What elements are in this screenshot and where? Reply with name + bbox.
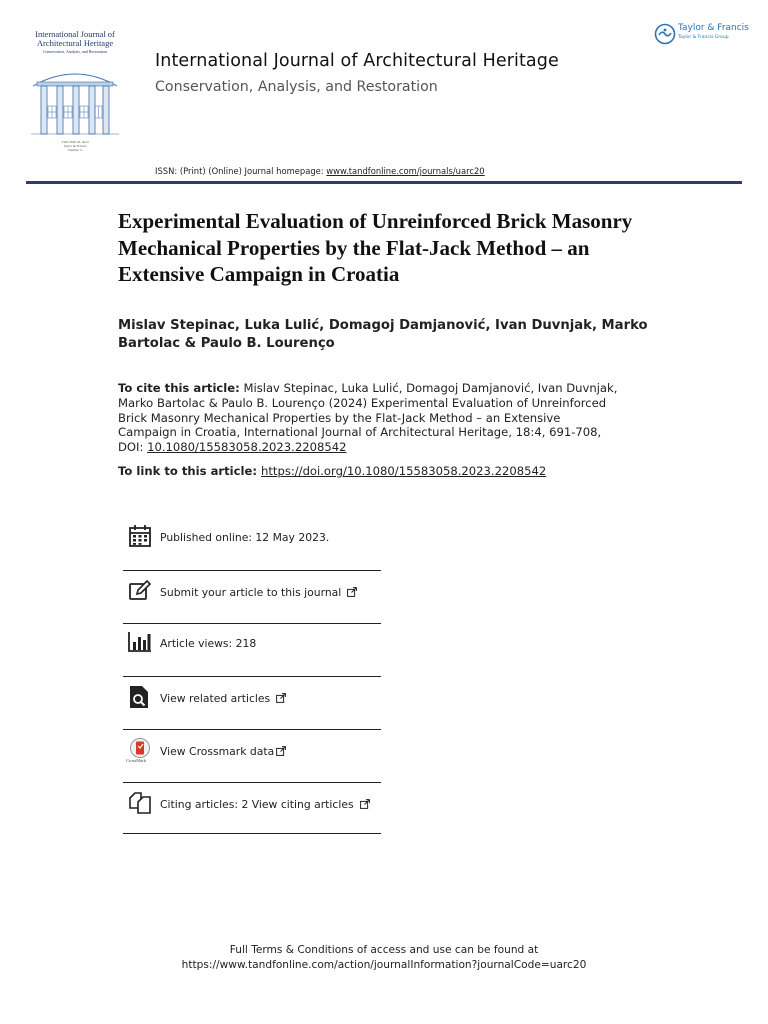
article-views-item	[123, 618, 381, 670]
cite-label: To cite this article:	[118, 381, 240, 395]
calendar-icon	[128, 524, 152, 548]
cite-doi-link[interactable]: 10.1080/15583058.2023.2208542	[147, 440, 347, 455]
external-link-icon	[276, 693, 286, 703]
article-views-label: Article views: 218	[160, 637, 257, 650]
crossmark-caption: CrossMark	[126, 758, 146, 763]
divider	[123, 833, 381, 834]
cite-text: Mislav Stepinac, Luka Lulić, Domagoj Damjanović, Ivan Duvnjak, Marko Bartolac & Paulo B. Lourenço (2024) Experimental Evaluation of Unreinforced Brick Masonry Mechanical Properties by the Flat-Jack Method – an Extensive Campaign in Croatia, International Journal of Architectural Heritage, 18:4, 691-708, DOI:	[118, 381, 618, 455]
header-rule	[26, 181, 742, 184]
submit-article-label: Submit your article to this journal	[160, 586, 357, 599]
issn-label: ISSN: (Print) (Online) Journal homepage:	[155, 166, 327, 176]
journal-cover	[31, 28, 119, 156]
bar-chart-icon	[128, 630, 152, 654]
external-link-icon	[276, 746, 286, 756]
published-online-label: Published online: 12 May 2023.	[160, 531, 330, 544]
citing-icon	[128, 791, 152, 815]
terms-url[interactable]: https://www.tandfonline.com/action/journalInformation?journalCode=uarc20	[181, 959, 587, 971]
publisher-group: Taylor & Francis Group	[678, 35, 729, 40]
related-search-icon	[128, 685, 152, 709]
crossmark-label: View Crossmark data	[160, 745, 286, 758]
article-link-line	[118, 464, 678, 478]
external-link-icon	[347, 587, 357, 597]
cover-title: International Journal of Architectural Heritage	[35, 29, 115, 48]
citation-block	[118, 381, 618, 455]
cover-footer: VOLUME 18, 2024 Taylor & Francis Number 4	[61, 140, 89, 152]
cover-illustration	[31, 56, 119, 138]
publisher-logo	[654, 22, 749, 46]
related-articles-link[interactable]	[123, 673, 381, 725]
terms-footer	[0, 943, 768, 973]
article-title: Experimental Evaluation of Unreinforced Brick Masonry Mechanical Properties by the Flat-Jack Method – an Extensive Campaign in Croatia	[118, 209, 633, 286]
journal-subtitle: Conservation, Analysis, and Restoration	[155, 79, 438, 95]
link-label: To link to this article:	[118, 464, 262, 478]
publisher-name: Taylor & Francis	[678, 23, 749, 33]
citing-articles-label: Citing articles: 2 View citing articles	[160, 798, 370, 811]
external-link-icon	[360, 799, 370, 809]
related-articles-label: View related articles	[160, 692, 286, 705]
issn-line	[155, 166, 485, 176]
article-authors: Mislav Stepinac, Luka Lulić, Domagoj Damjanović, Ivan Duvnjak, Marko Bartolac & Paulo B. Lourenço	[118, 318, 648, 351]
published-online-item	[123, 512, 381, 564]
crossmark-link[interactable]	[123, 726, 381, 778]
journal-title: International Journal of Architectural Heritage	[155, 51, 559, 71]
cover-subtitle: Conservation, Analysis, and Restoration	[42, 49, 108, 54]
taylor-francis-logo-icon	[654, 23, 676, 45]
article-doi-link[interactable]: https://doi.org/10.1080/15583058.2023.2208542	[261, 464, 547, 478]
terms-line: Full Terms & Conditions of access and use can be found at	[229, 944, 539, 956]
journal-homepage-link[interactable]: www.tandfonline.com/journals/uarc20	[326, 166, 485, 176]
edit-icon	[128, 579, 152, 603]
citing-articles-link[interactable]	[123, 779, 381, 831]
submit-article-link[interactable]	[123, 567, 381, 619]
